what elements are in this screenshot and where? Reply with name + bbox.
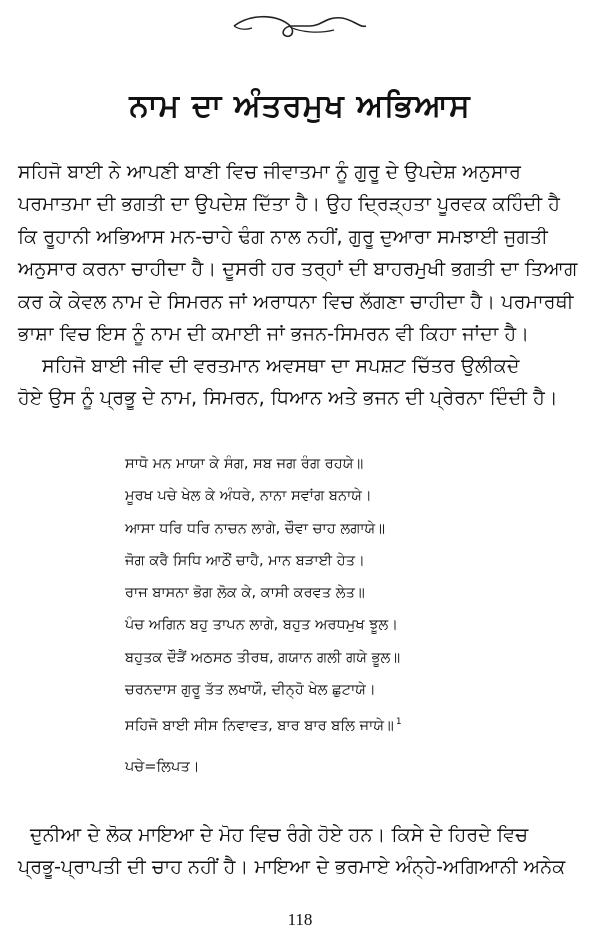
footnote-marker: 1 <box>395 717 402 728</box>
text-line: ਹੋਏ ਉਸ ਨੂੰ ਪ੍ਰਭੂ ਦੇ ਨਾਮ, ਸਿਮਰਨ, ਧਿਆਨ ਅਤੇ ਭਜਨ ਦੀ ਪ੍ਰੇਰਨਾ ਦਿੰਦੀ ਹੈ। <box>18 386 558 410</box>
text-line: ਪ੍ਰਭੂ-ਪ੍ਰਾਪਤੀ ਦੀ ਚਾਹ ਨਹੀਂ ਹੈ। ਮਾਇਆ ਦੇ ਭਰਮਾਏ ਅੰਨ੍ਹੇ-ਅਗਿਆਨੀ ਅਨੇਕ <box>18 855 566 878</box>
text-line: ਭਾਸ਼ਾ ਵਿਚ ਇਸ ਨੂੰ ਨਾਮ ਦੀ ਕਮਾਈ ਜਾਂ ਭਜਨ-ਸਿਮਰਨ ਵੀ ਕਿਹਾ ਜਾਂਦਾ ਹੈ। <box>18 321 530 345</box>
body-paragraph-2 <box>18 350 586 415</box>
verse-line: ਰਾਜ ਬਾਸਨਾ ਭੋਗ ਲੋਕ ਕੇ, ਕਾਸੀ ਕਰਵਤ ਲੇਤ॥ <box>125 584 365 602</box>
chapter-title: ਨਾਮ ਦਾ ਅੰਤਰਮੁਖ ਅਭਿਆਸ <box>129 88 471 124</box>
verse-line: ਸਾਧੋ ਮਨ ਮਾਯਾ ਕੇ ਸੰਗ, ਸਬ ਜਗ ਰੰਗ ਰਹਯੇ॥ <box>125 455 364 472</box>
verse-line <box>125 706 585 738</box>
verse-line: ਆਸਾ ਧਰਿ ਧਰਿ ਨਾਚਨ ਲਾਗੇ, ਚੌਵਾ ਚਾਹ ਲਗਾਯੇ॥ <box>125 519 386 537</box>
text-line: ਕਿ ਰੂਹਾਨੀ ਅਭਿਆਸ ਮਨ-ਚਾਹੇ ਢੰਗ ਨਾਲ ਨਹੀਂ, ਗੁਰੂ ਦੁਆਰਾ ਸਮਝਾਈ ਜੁਗਤੀ <box>18 224 548 248</box>
verse-line: ਜੋਗ ਕਰੈ ਸਿਧਿ ਆਠੌਂ ਚਾਹੈ, ਮਾਨ ਬੜਾਈ ਹੇਤ। <box>125 551 365 569</box>
verse-block <box>125 448 585 739</box>
text-line: ਦੁਨੀਆ ਦੇ ਲੋਕ ਮਾਇਆ ਦੇ ਮੋਹ ਵਿਚ ਰੰਗੇ ਹੋਏ ਹਨ। ਕਿਸੇ ਦੇ ਹਿਰਦੇ ਵਿਚ <box>30 823 529 846</box>
body-paragraph-1 <box>18 156 586 350</box>
flourish-ornament-icon <box>230 8 370 44</box>
text-line: ਸਹਿਜੋ ਬਾਈ ਜੀਵ ਦੀ ਵਰਤਮਾਨ ਅਵਸਥਾ ਦਾ ਸਪਸ਼ਟ ਚਿੱਤਰ ਉਲੀਕਦੇ <box>42 354 520 377</box>
gloss-note: ਪਚੇ=ਲਿਪਤ। <box>125 758 200 775</box>
verse-line: ਚਰਨਦਾਸ ਗੁਰੂ ਤੱਤ ਲਖਾਯੌ, ਦੀਨ੍ਹੋ ਖੇਲ ਛੁਟਾਯੇ। <box>125 681 376 699</box>
text-line: ਅਨੁਸਾਰ ਕਰਨਾ ਚਾਹੀਦਾ ਹੈ। ਦੂਸਰੀ ਹਰ ਤਰ੍ਹਾਂ ਦੀ ਬਾਹਰਮੁਖੀ ਭਗਤੀ ਦਾ ਤਿਆਗ <box>18 257 578 281</box>
verse-line: ਪੰਚ ਅਗਿਨ ਬਹੁ ਤਾਪਨ ਲਾਗੇ, ਬਹੁਤ ਅਰਧਮੁਖ ਝੂਲ। <box>125 616 399 634</box>
verse-line: ਮੂਰਖ ਪਚੇ ਖੇਲ ਕੇ ਅੰਧਰੇ, ਨਾਨਾ ਸਵਾਂਗ ਬਨਾਯੇ। <box>125 487 372 505</box>
page-number: 118 <box>287 910 313 929</box>
text-line: ਪਰਮਾਤਮਾ ਦੀ ਭਗਤੀ ਦਾ ਉਪਦੇਸ਼ ਦਿੱਤਾ ਹੈ। ਉਹ ਦ੍ਰਿੜ੍ਹਤਾ ਪੂਰਵਕ ਕਹਿੰਦੀ ਹੈ <box>18 192 560 216</box>
text-line: ਸਹਿਜੋ ਬਾਈ ਨੇ ਆਪਣੀ ਬਾਣੀ ਵਿਚ ਜੀਵਾਤਮਾ ਨੂੰ ਗੁਰੂ ਦੇ ਉਪਦੇਸ਼ ਅਨੁਸਾਰ <box>18 160 521 183</box>
verse-line: ਬਹੁਤਕ ਦੌੜੈਂ ਅਠਸਠ ਤੀਰਥ, ਗਯਾਨ ਗਲੀ ਗਯੇ ਭੂਲ॥ <box>125 648 401 666</box>
text-line: ਕਰ ਕੇ ਕੇਵਲ ਨਾਮ ਦੇ ਸਿਮਰਨ ਜਾਂ ਅਰਾਧਨਾ ਵਿਚ ਲੱਗਣਾ ਚਾਹੀਦਾ ਹੈ। ਪਰਮਾਰਥੀ <box>18 289 574 313</box>
verse-line-text: ਸਹਿਜੋ ਬਾਈ ਸੀਸ ਨਿਵਾਵਤ, ਬਾਰ ਬਾਰ ਬਲਿ ਜਾਯੇ॥ <box>125 717 394 735</box>
body-paragraph-3 <box>18 819 586 883</box>
